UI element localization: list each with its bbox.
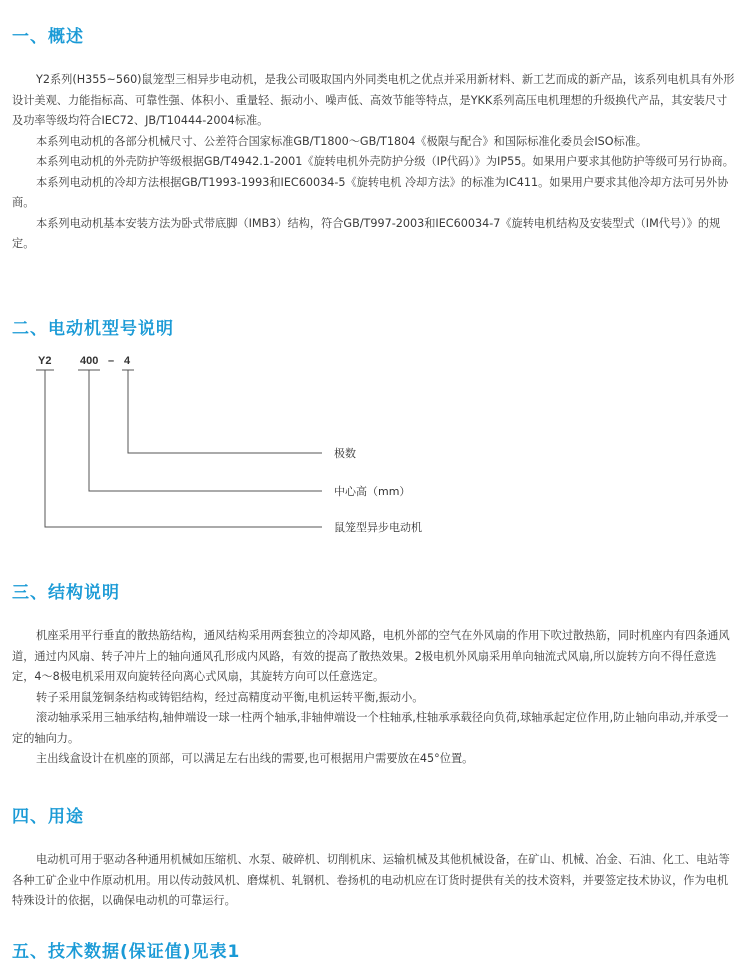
label-motor-type: 鼠笼型异步电动机 xyxy=(334,521,422,534)
structure-text xyxy=(12,626,736,770)
model-poles: 4 xyxy=(124,355,131,367)
model-bracket-lines xyxy=(0,350,750,540)
overview-text xyxy=(12,70,736,255)
model-frame-size: 400 xyxy=(80,355,99,367)
section-title-usage: 四、用途 xyxy=(12,807,84,827)
paragraph: 电动机可用于驱动各种通用机械如压缩机、水泵、破碎机、切削机床、运输机械及其他机械设备，在矿山、机械、冶金、石油、化工、电站等各种工矿企业中作原动机用。用以传动鼓风机、磨煤机、轧钢机、卷扬机的电动机应在订货时提供有关的技术资料，并要签定技术协议，作为电机特殊设计的依据，以确保电动机的可靠运行。 xyxy=(12,853,730,907)
paragraph: 本系列电动机基本安装方法为卧式带底脚（IMB3）结构，符合GB/T997-2003和IEC60034-7《旋转电机结构及安装型式（IM代号）》的规定。 xyxy=(12,216,721,250)
paragraph: 本系列电动机的外壳防护等级根据GB/T4942.1-2001《旋转电机外壳防护分级（IP代码）》为IP55。如果用户要求其他防护等级可另行协商。 xyxy=(36,155,734,168)
paragraph: 本系列电动机的各部分机械尺寸、公差符合国家标准GB/T1800～GB/T1804《极限与配合》和国际标准化委员会ISO标准。 xyxy=(36,134,648,148)
label-center-height: 中心高（mm） xyxy=(334,485,411,498)
label-poles: 极数 xyxy=(334,447,356,460)
usage-text xyxy=(12,850,736,912)
model-designation-diagram xyxy=(0,350,750,540)
section-title-structure: 三、结构说明 xyxy=(12,583,120,603)
paragraph: 转子采用鼠笼铜条结构或铸铝结构，经过高精度动平衡,电机运转平衡,振动小。 xyxy=(36,690,424,704)
paragraph: 机座采用平行垂直的散热筋结构，通风结构采用两套独立的冷却风路，电机外部的空气在外风扇的作用下吹过散热筋，同时机座内有四条通风道，通过内风扇、转子冲片上的轴向通风孔形成内风路，有效的提高了散热效果。2极电机外风扇采用单向轴流式风扇,所以旋转方向不得任意选定，4～8极电机采用双向旋转径向离心式风扇，其旋转方向可以任意选定。 xyxy=(12,629,730,683)
paragraph: 滚动轴承采用三轴承结构,轴伸端设一球一柱两个轴承,非轴伸端设一个柱轴承,柱轴承承载径向负荷,球轴承起定位作用,防止轴向串动,并承受一定的轴向力。 xyxy=(12,711,729,745)
section-title-overview: 一、概述 xyxy=(12,27,84,47)
section-title-model: 二、电动机型号说明 xyxy=(12,319,174,339)
paragraph: Y2系列(H355~560)鼠笼型三相异步电动机，是我公司吸取国内外同类电机之优点并采用新材料、新工艺而成的新产品，该系列电机具有外形设计美观、力能指标高、可靠性强、体积小、重量轻、振动小、噪声低、高效节能等特点，是YKK系列高压电机理想的升级换代产品，其安装尺寸及功率等级均符合IEC72、JB/T10444-2004标准。 xyxy=(12,73,735,127)
model-prefix: Y2 xyxy=(38,355,52,367)
paragraph: 本系列电动机的冷却方法根据GB/T1993-1993和IEC60034-5《旋转电机 冷却方法》的标准为IC411。如果用户要求其他冷却方法可另外协商。 xyxy=(12,175,729,209)
paragraph: 主出线盒设计在机座的顶部，可以满足左右出线的需要,也可根据用户需要放在45°位置。 xyxy=(36,752,474,765)
section-title-technical-data: 五、技术数据(保证值)见表1 xyxy=(12,942,241,962)
model-dash: – xyxy=(108,355,115,367)
